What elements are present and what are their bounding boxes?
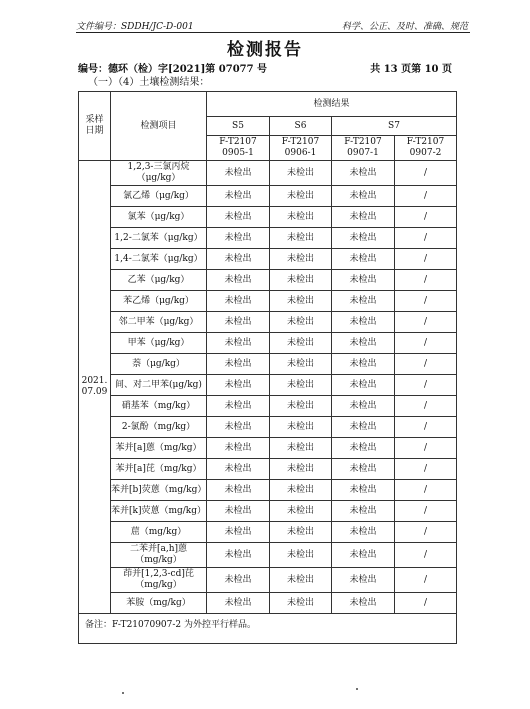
result-cell: 未检出 bbox=[207, 396, 270, 417]
test-item-cell: 䓛（mg/kg） bbox=[111, 522, 207, 543]
result-cell: 未检出 bbox=[207, 354, 270, 375]
result-cell: 未检出 bbox=[207, 501, 270, 522]
result-cell: 未检出 bbox=[332, 375, 395, 396]
result-cell: / bbox=[395, 291, 457, 312]
result-cell: 未检出 bbox=[207, 480, 270, 501]
result-cell: 未检出 bbox=[332, 354, 395, 375]
result-cell: / bbox=[395, 593, 457, 614]
table-row bbox=[79, 161, 457, 186]
result-cell: / bbox=[395, 459, 457, 480]
result-cell: / bbox=[395, 522, 457, 543]
test-item-cell: 氯苯（μg/kg） bbox=[111, 207, 207, 228]
table-row bbox=[79, 480, 457, 501]
result-cell: 未检出 bbox=[270, 249, 332, 270]
result-cell: 未检出 bbox=[207, 291, 270, 312]
result-cell: / bbox=[395, 228, 457, 249]
header-sample-id: F-T2107 0907-1 bbox=[332, 136, 395, 161]
result-cell: 未检出 bbox=[207, 312, 270, 333]
table-row bbox=[79, 438, 457, 459]
result-cell: 未检出 bbox=[270, 291, 332, 312]
result-cell: 未检出 bbox=[332, 396, 395, 417]
result-cell: 未检出 bbox=[332, 312, 395, 333]
test-item-cell: 2-氯酚（mg/kg） bbox=[111, 417, 207, 438]
header-motto: 科学、公正、及时、准确、规范 bbox=[341, 22, 468, 32]
result-cell: 未检出 bbox=[207, 375, 270, 396]
test-item-cell: 乙苯（μg/kg） bbox=[111, 270, 207, 291]
header-sample-id: F-T2107 0905-1 bbox=[207, 136, 270, 161]
report-title: 检测报告 bbox=[227, 40, 303, 60]
soil-results-table bbox=[78, 91, 457, 644]
result-cell: / bbox=[395, 375, 457, 396]
table-row bbox=[79, 459, 457, 480]
section-subheading: （一）（4）土壤检测结果： bbox=[88, 77, 210, 88]
result-cell: 未检出 bbox=[207, 417, 270, 438]
result-cell: 未检出 bbox=[207, 207, 270, 228]
test-item-cell: 苯并[k]荧蒽（mg/kg） bbox=[111, 501, 207, 522]
test-item-cell: 二苯并[a,h]蒽 （mg/kg） bbox=[111, 543, 207, 568]
header-site: S6 bbox=[270, 117, 332, 136]
result-cell: 未检出 bbox=[270, 375, 332, 396]
test-item-cell: 邻二甲苯（μg/kg） bbox=[111, 312, 207, 333]
result-cell: 未检出 bbox=[207, 228, 270, 249]
table-row bbox=[79, 207, 457, 228]
test-item-cell: 苯并[a]芘（mg/kg） bbox=[111, 459, 207, 480]
table-row bbox=[79, 312, 457, 333]
table-row bbox=[79, 417, 457, 438]
result-cell: 未检出 bbox=[207, 249, 270, 270]
result-cell: 未检出 bbox=[270, 354, 332, 375]
result-cell: 未检出 bbox=[207, 459, 270, 480]
sampling-date-cell: 2021. 07.09 bbox=[79, 161, 111, 614]
result-cell: 未检出 bbox=[270, 480, 332, 501]
scan-speck bbox=[356, 688, 358, 690]
table-row bbox=[79, 593, 457, 614]
result-cell: 未检出 bbox=[270, 522, 332, 543]
result-cell: 未检出 bbox=[270, 501, 332, 522]
scan-speck bbox=[122, 692, 124, 694]
table-row bbox=[79, 249, 457, 270]
test-item-cell: 1,2,3-三氯丙烷 （μg/kg） bbox=[111, 161, 207, 186]
table-note: 备注：F-T21070907-2 为外控平行样品。 bbox=[79, 614, 457, 644]
result-cell: 未检出 bbox=[270, 228, 332, 249]
header-test-item: 检测项目 bbox=[111, 92, 207, 161]
result-cell: 未检出 bbox=[332, 543, 395, 568]
result-cell: 未检出 bbox=[332, 438, 395, 459]
test-item-cell: 萘（μg/kg） bbox=[111, 354, 207, 375]
result-cell: 未检出 bbox=[270, 270, 332, 291]
result-cell: 未检出 bbox=[270, 186, 332, 207]
test-item-cell: 苯并[a]蒽（mg/kg） bbox=[111, 438, 207, 459]
header-site: S5 bbox=[207, 117, 270, 136]
header-doc-no: 文件编号：SDDH/JC-D-001 bbox=[76, 22, 194, 32]
table-row bbox=[79, 522, 457, 543]
result-cell: 未检出 bbox=[207, 568, 270, 593]
result-cell: 未检出 bbox=[332, 568, 395, 593]
test-item-cell: 间、对二甲苯(μg/kg) bbox=[111, 375, 207, 396]
test-item-cell: 茚并[1,2,3-cd]芘 （mg/kg） bbox=[111, 568, 207, 593]
result-cell: 未检出 bbox=[207, 438, 270, 459]
result-cell: / bbox=[395, 501, 457, 522]
result-cell: 未检出 bbox=[270, 568, 332, 593]
table-row bbox=[79, 375, 457, 396]
test-item-cell: 苯胺（mg/kg） bbox=[111, 593, 207, 614]
result-cell: 未检出 bbox=[270, 417, 332, 438]
result-cell: / bbox=[395, 312, 457, 333]
result-cell: / bbox=[395, 417, 457, 438]
table-row bbox=[79, 354, 457, 375]
header-site: S7 bbox=[332, 117, 457, 136]
result-cell: / bbox=[395, 186, 457, 207]
table-row bbox=[79, 186, 457, 207]
result-cell: 未检出 bbox=[270, 333, 332, 354]
result-cell: 未检出 bbox=[332, 161, 395, 186]
result-cell: 未检出 bbox=[332, 291, 395, 312]
result-cell: / bbox=[395, 333, 457, 354]
table-row bbox=[79, 568, 457, 593]
result-cell: 未检出 bbox=[270, 207, 332, 228]
result-cell: / bbox=[395, 396, 457, 417]
table-row bbox=[79, 291, 457, 312]
header-sample-id: F-T2107 0907-2 bbox=[395, 136, 457, 161]
result-cell: / bbox=[395, 354, 457, 375]
result-cell: 未检出 bbox=[332, 228, 395, 249]
test-item-cell: 氯乙烯（μg/kg） bbox=[111, 186, 207, 207]
test-item-cell: 苯乙烯（μg/kg） bbox=[111, 291, 207, 312]
result-cell: 未检出 bbox=[207, 593, 270, 614]
header-sample-id: F-T2107 0906-1 bbox=[270, 136, 332, 161]
test-item-cell: 甲苯（μg/kg） bbox=[111, 333, 207, 354]
table-row bbox=[79, 333, 457, 354]
test-item-cell: 硝基苯（mg/kg） bbox=[111, 396, 207, 417]
result-cell: 未检出 bbox=[207, 543, 270, 568]
table-row bbox=[79, 396, 457, 417]
table-row bbox=[79, 228, 457, 249]
table-row bbox=[79, 543, 457, 568]
header-rule bbox=[76, 32, 470, 33]
result-cell: 未检出 bbox=[332, 186, 395, 207]
result-cell: 未检出 bbox=[270, 543, 332, 568]
test-item-cell: 1,4-二氯苯（μg/kg） bbox=[111, 249, 207, 270]
result-cell: 未检出 bbox=[332, 417, 395, 438]
table-row bbox=[79, 270, 457, 291]
result-cell: 未检出 bbox=[270, 459, 332, 480]
report-number: 编号：德环（检）字[2021]第 07077 号 bbox=[78, 64, 268, 75]
result-cell: 未检出 bbox=[207, 186, 270, 207]
result-cell: / bbox=[395, 249, 457, 270]
result-cell: 未检出 bbox=[270, 396, 332, 417]
result-cell: / bbox=[395, 568, 457, 593]
result-cell: 未检出 bbox=[270, 593, 332, 614]
result-cell: 未检出 bbox=[207, 161, 270, 186]
result-cell: / bbox=[395, 438, 457, 459]
table-row bbox=[79, 501, 457, 522]
result-cell: 未检出 bbox=[332, 501, 395, 522]
result-cell: 未检出 bbox=[332, 270, 395, 291]
result-cell: / bbox=[395, 543, 457, 568]
result-cell: 未检出 bbox=[332, 333, 395, 354]
result-cell: 未检出 bbox=[270, 312, 332, 333]
result-cell: 未检出 bbox=[332, 480, 395, 501]
result-cell: 未检出 bbox=[332, 249, 395, 270]
result-cell: 未检出 bbox=[332, 459, 395, 480]
result-cell: 未检出 bbox=[332, 522, 395, 543]
page-count: 共 13 页第 10 页 bbox=[370, 64, 452, 75]
result-cell: 未检出 bbox=[332, 207, 395, 228]
result-cell: 未检出 bbox=[270, 161, 332, 186]
header-sampling-date: 采样 日期 bbox=[79, 92, 111, 161]
result-cell: / bbox=[395, 207, 457, 228]
result-cell: 未检出 bbox=[270, 438, 332, 459]
result-cell: / bbox=[395, 161, 457, 186]
result-cell: / bbox=[395, 270, 457, 291]
result-cell: 未检出 bbox=[332, 593, 395, 614]
result-cell: / bbox=[395, 480, 457, 501]
result-cell: 未检出 bbox=[207, 522, 270, 543]
result-cell: 未检出 bbox=[207, 270, 270, 291]
test-item-cell: 苯并[b]荧蒽（mg/kg） bbox=[111, 480, 207, 501]
header-results: 检测结果 bbox=[207, 92, 457, 117]
test-item-cell: 1,2-二氯苯（μg/kg） bbox=[111, 228, 207, 249]
result-cell: 未检出 bbox=[207, 333, 270, 354]
